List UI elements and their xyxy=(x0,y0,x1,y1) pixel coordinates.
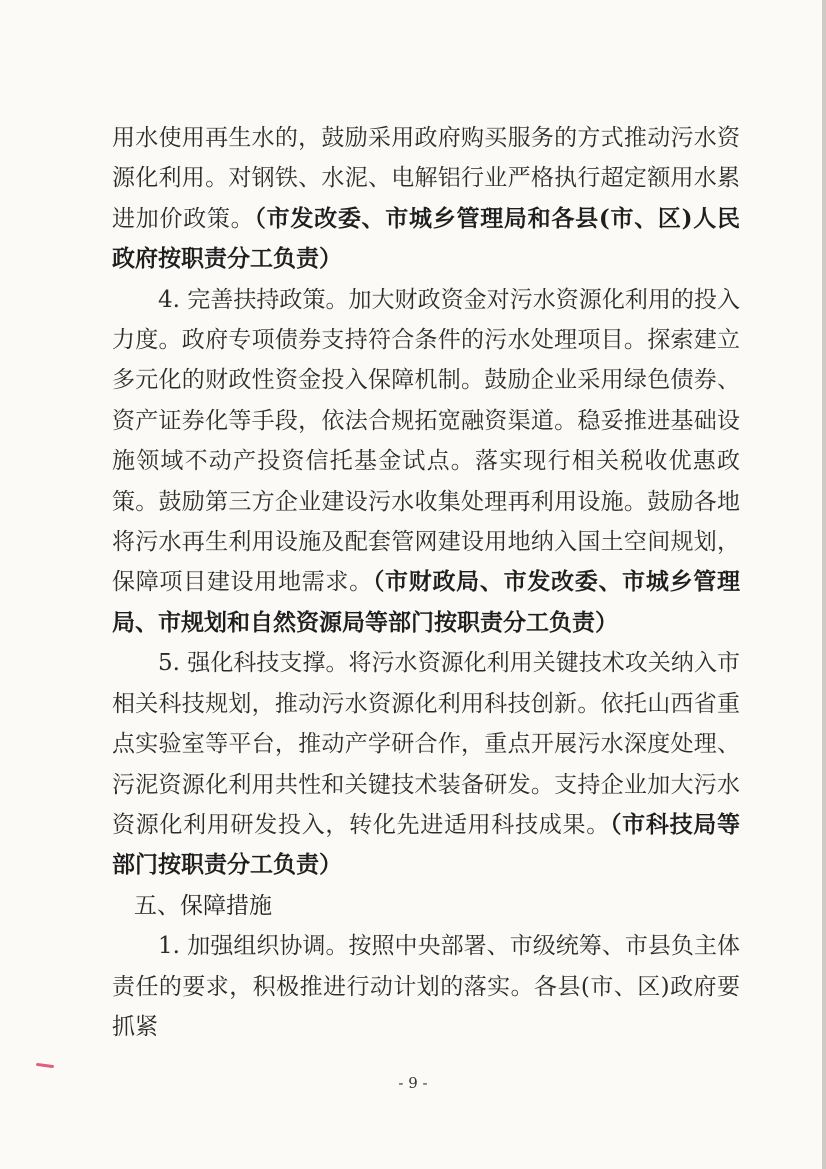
responsibility-note: （市科技局等部门按职责分工负责） xyxy=(112,810,741,879)
responsibility-note: （市财政局、市发改委、市城乡管理局、市规划和自然资源局等部门按职责分工负责） xyxy=(112,568,741,636)
paragraph-tech-support xyxy=(112,643,740,885)
page-number: - 9 - xyxy=(398,1074,428,1092)
paragraph-continuation xyxy=(112,118,740,280)
responsibility-note: （市发改委、市城乡管理局和各县(市、区)人民政府按职责分工负责） xyxy=(112,204,741,273)
paragraph-support-policy xyxy=(112,280,740,644)
paragraph-text: 1. 加强组织协调。按照中央部署、市级统筹、市县负主体责任的要求，积极推进行动计划的落实。各县(市、区)政府要抓紧 xyxy=(112,933,740,1040)
paragraph-text: 5. 强化科技支撑。将污水资源化利用关键技术攻关纳入市相关科技规划，推动污水资源化利用科技创新。依托山西省重点实验室等平台，推动产学研合作，重点开展污水深度处理、污泥资源化利用共性和关键技术装备研发。支持企业加大污水资源化利用研发投入，转化先进适用科技成果。 xyxy=(112,650,740,838)
document-body xyxy=(112,118,740,1047)
scan-mark xyxy=(36,1063,54,1068)
paragraph-text: 4. 完善扶持政策。加大财政资金对污水资源化利用的投入力度。政府专项债券支持符合条件的污水处理项目。探索建立多元化的财政性资金投入保障机制。鼓励企业采用绿色债券、资产证券化等手段，依法合规拓宽融资渠道。稳妥推进基础设施领域不动产投资信托基金试点。落实现行相关税收优惠政策。鼓励第三方企业建设污水收集处理再利用设施。鼓励各地将污水再生利用设施及配套管网建设用地纳入国土空间规划，保障项目建设用地需求。 xyxy=(112,286,740,596)
scan-edge xyxy=(822,0,826,1169)
paragraph-organization xyxy=(112,926,740,1047)
paragraph-text: 用水使用再生水的，鼓励采用政府购买服务的方式推动污水资源化利用。对钢铁、水泥、电解铝行业严格执行超定额用水累进加价政策。 xyxy=(112,125,740,232)
section-heading: 五、保障措施 xyxy=(134,892,272,919)
